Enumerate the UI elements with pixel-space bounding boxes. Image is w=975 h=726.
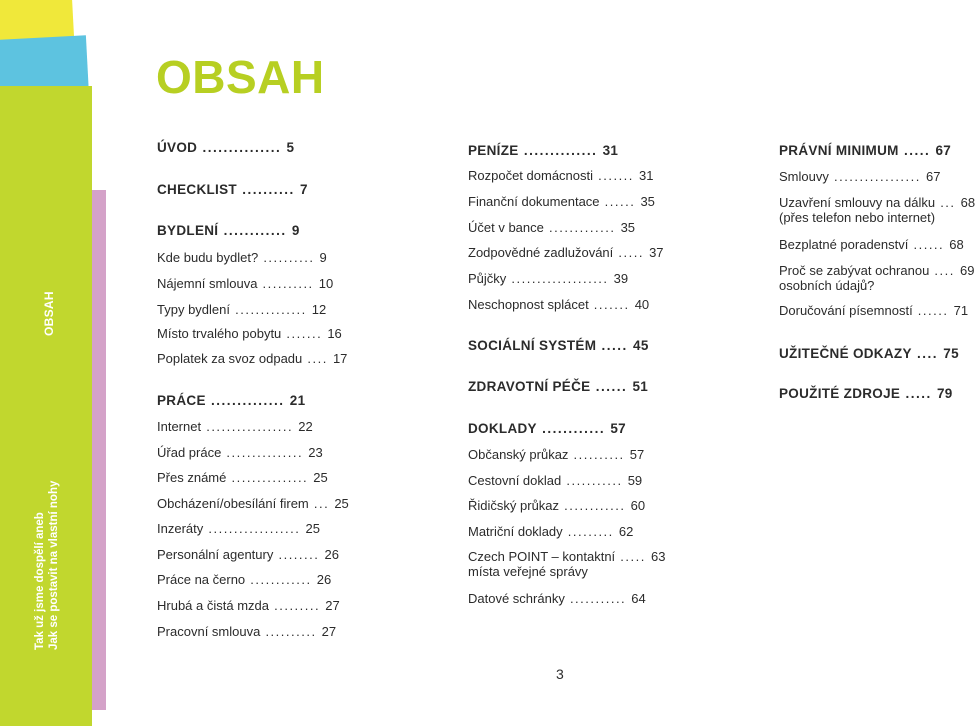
toc-page-number: 5 [286,140,295,155]
toc-entry[interactable] [157,572,331,587]
toc-dot-leader: ..... [613,245,650,260]
toc-dot-leader: ............... [221,445,309,460]
toc-entry[interactable] [468,220,635,235]
toc-dot-leader: .......... [568,447,630,462]
toc-dot-leader: ..... [615,549,651,564]
toc-dot-leader: .............. [518,143,603,158]
toc-entry[interactable] [157,521,320,536]
toc-page-number: 25 [334,496,349,511]
toc-entry-title: PENÍZE [468,143,519,158]
toc-dot-leader: .......... [260,624,322,639]
toc-entry-title-continued: (přes telefon nebo internet) [779,210,936,225]
toc-page-number: 22 [298,419,313,434]
toc-entry-title: Neschopnost splácet [468,297,589,312]
toc-page-number: 69 [959,263,975,278]
toc-page-number: 37 [649,245,664,260]
toc-entry[interactable] [468,591,646,606]
toc-dot-leader: .......... [257,276,319,291]
toc-page-number: 31 [639,168,654,183]
toc-page-number: 17 [332,351,348,366]
toc-dot-leader: ............... [197,140,287,155]
toc-dot-leader: ........... [564,591,632,606]
toc-entry-title: ÚVOD [157,140,198,155]
toc-page-number: 57 [629,447,645,462]
toc-entry[interactable] [157,445,323,460]
toc-section-heading[interactable] [779,143,951,158]
toc-page-number: 68 [949,237,964,252]
toc-section-heading[interactable] [468,379,648,394]
page-number: 3 [556,666,564,682]
toc-dot-leader: ............ [218,223,292,238]
toc-dot-leader: ............. [543,220,621,235]
toc-dot-leader: ....... [593,168,640,183]
toc-entry[interactable] [157,250,327,265]
toc-entry-title: PRÁVNÍ MINIMUM [779,143,899,158]
toc-page-number: 27 [325,598,340,613]
side-decoration [0,0,110,711]
toc-page-number: 67 [935,143,952,158]
toc-dot-leader: ............ [245,572,317,587]
toc-page-number: 12 [311,302,327,317]
toc-page-number: 71 [953,303,969,318]
toc-entry[interactable] [157,351,347,366]
toc-entry[interactable] [468,297,649,312]
toc-dot-leader: ............ [536,421,611,436]
toc-page-number: 51 [632,379,649,394]
toc-dot-leader: .... [911,346,944,361]
toc-section-heading[interactable] [468,421,626,436]
toc-page-number: 64 [631,591,646,606]
toc-dot-leader: ............ [559,498,631,513]
toc-entry-title: CHECKLIST [157,182,237,197]
toc-entry-title: Internet [157,419,202,434]
toc-entry[interactable] [157,419,313,434]
toc-entry[interactable] [779,263,974,293]
toc-page-number: 63 [650,549,666,564]
toc-entry-title: Řidičský průkaz [468,498,560,513]
toc-entry[interactable] [157,326,342,341]
toc-dot-leader: ....... [588,297,635,312]
toc-page-number: 9 [319,250,327,265]
toc-page-number: 31 [602,143,619,158]
toc-entry[interactable] [157,496,349,511]
toc-page-number: 79 [936,386,953,401]
toc-dot-leader: ......... [562,524,619,539]
toc-page-number: 25 [305,521,320,536]
toc-entry-title-continued: osobních údajů? [779,278,875,293]
toc-dot-leader: ................. [828,169,926,184]
toc-entry-title: Obcházení/obesílání firem [157,496,309,511]
toc-entry-title: BYDLENÍ [157,223,219,238]
toc-entry-title: Práce na černo [157,572,246,587]
toc-dot-leader: ...... [599,194,641,209]
toc-dot-leader: ..... [898,143,936,158]
toc-entry-title: Místo trvalého pobytu [157,326,282,341]
toc-entry[interactable] [157,547,339,562]
toc-entry[interactable] [468,271,628,286]
toc-dot-leader: .......... [236,182,300,197]
toc-entry-title: Finanční dokumentace [468,194,600,209]
toc-section-heading[interactable] [157,223,300,238]
toc-entry-title: Přes známé [157,470,227,485]
toc-entry-title: ZDRAVOTNÍ PÉČE [468,379,591,394]
toc-dot-leader: .... [302,351,333,366]
toc-page-number: 45 [633,338,649,353]
toc-entry-title: Rozpočet domácnosti [468,168,594,183]
toc-dot-leader: ...... [590,379,633,394]
toc-dot-leader: ................. [201,419,299,434]
toc-section-heading[interactable] [779,346,959,361]
side-section-label: OBSAH [42,291,56,336]
toc-dot-leader: ... [308,496,335,511]
toc-entry-title: Poplatek za svoz odpadu [157,351,303,366]
toc-section-heading[interactable] [779,386,953,401]
toc-page-number: 62 [618,524,634,539]
toc-entry[interactable] [468,168,654,183]
toc-entry-title: Účet v bance [468,220,544,235]
toc-entry-title: SOCIÁLNÍ SYSTÉM [468,338,597,353]
toc-page-number: 23 [308,445,323,460]
toc-entry-title: Občanský průkaz [468,447,569,462]
toc-section-heading[interactable] [157,393,305,408]
toc-page-number: 7 [299,182,308,197]
toc-page-number: 60 [630,498,646,513]
toc-entry[interactable] [779,237,964,252]
toc-page-number: 16 [327,326,342,341]
side-book-title [33,481,61,650]
toc-entry[interactable] [468,447,644,462]
side-book-title-line2: Jak se postavit na vlastní nohy [48,480,60,650]
toc-entry-title: DOKLADY [468,421,537,436]
toc-entry-title: Matriční doklady [468,524,563,539]
toc-entry-title: Uzavření smlouvy na dálku [779,195,936,210]
toc-page-number: 35 [620,220,636,235]
toc-dot-leader: .................. [203,521,306,536]
toc-dot-leader: ..... [596,338,634,353]
toc-entry[interactable] [468,245,664,260]
toc-page-number: 26 [316,572,332,587]
toc-entry-title: Datové schránky [468,591,565,606]
toc-page-number: 67 [925,169,941,184]
toc-entry[interactable] [468,524,633,539]
toc-page-number: 21 [289,393,306,408]
toc-entry-title: Úřad práce [157,445,222,460]
toc-entry-title: Hrubá a čistá mzda [157,598,269,613]
toc-entry-title: Zodpovědné zadlužování [468,245,614,260]
toc-dot-leader: .............. [205,393,290,408]
toc-entry-title: Bezplatné poradenství [779,237,909,252]
toc-entry-title: Proč se zabývat ochranou [779,263,930,278]
toc-section-heading[interactable] [157,182,308,197]
toc-dot-leader: .... [929,263,960,278]
toc-page-number: 25 [313,470,328,485]
toc-page-number: 26 [324,547,339,562]
toc-entry-title: Doručování písemností [779,303,913,318]
toc-dot-leader: .......... [258,250,320,265]
toc-entry[interactable] [468,194,655,209]
toc-entry-title: UŽITEČNÉ ODKAZY [779,346,912,361]
toc-entry[interactable] [468,473,642,488]
toc-entry[interactable] [157,302,326,317]
toc-dot-leader: ... [935,195,961,210]
toc-entry[interactable] [468,549,665,579]
toc-entry-title: Smlouvy [779,169,829,184]
toc-dot-leader: ........ [273,547,325,562]
toc-entry-title-continued: místa veřejné správy [468,564,588,579]
toc-dot-leader: ........... [561,473,628,488]
toc-dot-leader: ................... [506,271,614,286]
toc-page-number: 40 [634,297,650,312]
toc-entry-title: Cestovní doklad [468,473,562,488]
toc-dot-leader: ...... [912,303,954,318]
toc-entry-title: PRÁCE [157,393,206,408]
toc-entry[interactable] [779,169,940,184]
toc-section-heading[interactable] [468,143,618,158]
toc-entry-title: Pracovní smlouva [157,624,261,639]
toc-entry[interactable] [157,598,340,613]
toc-page-number: 10 [318,276,334,291]
toc-page-number: 59 [627,473,643,488]
toc-entry-title: POUŽITÉ ZDROJE [779,386,901,401]
toc-dot-leader: ............... [226,470,314,485]
page-title: OBSAH [156,51,325,103]
toc-entry-title: Typy bydlení [157,302,230,317]
toc-page-number: 27 [321,624,337,639]
toc-entry-title: Czech POINT – kontaktní [468,549,616,564]
toc-section-heading[interactable] [468,338,649,353]
toc-entry-title: Inzeráty [157,521,204,536]
toc-dot-leader: ..... [900,386,937,401]
toc-dot-leader: .............. [230,302,312,317]
toc-dot-leader: ....... [281,326,328,341]
toc-page-number: 75 [943,346,959,361]
toc-page-number: 39 [613,271,629,286]
toc-entry[interactable] [157,276,333,291]
toc-dot-leader: ...... [908,237,950,252]
toc-entry-title: Nájemní smlouva [157,276,258,291]
toc-page-number: 68 [960,195,975,210]
toc-entry-title: Kde budu bydlet? [157,250,259,265]
toc-page-number: 57 [610,421,626,436]
toc-entry[interactable] [779,195,975,225]
toc-entry-title: Personální agentury [157,547,274,562]
toc-entry[interactable] [157,624,336,639]
side-book-title-line1: Tak už jsme dospělí aneb [34,512,46,650]
toc-entry[interactable] [468,498,645,513]
toc-dot-leader: ......... [269,598,326,613]
toc-page-number: 9 [291,223,300,238]
toc-section-heading[interactable] [157,140,294,155]
toc-page-number: 35 [640,194,655,209]
toc-entry-title: Půjčky [468,271,507,286]
toc-entry[interactable] [779,303,968,318]
toc-entry[interactable] [157,470,328,485]
